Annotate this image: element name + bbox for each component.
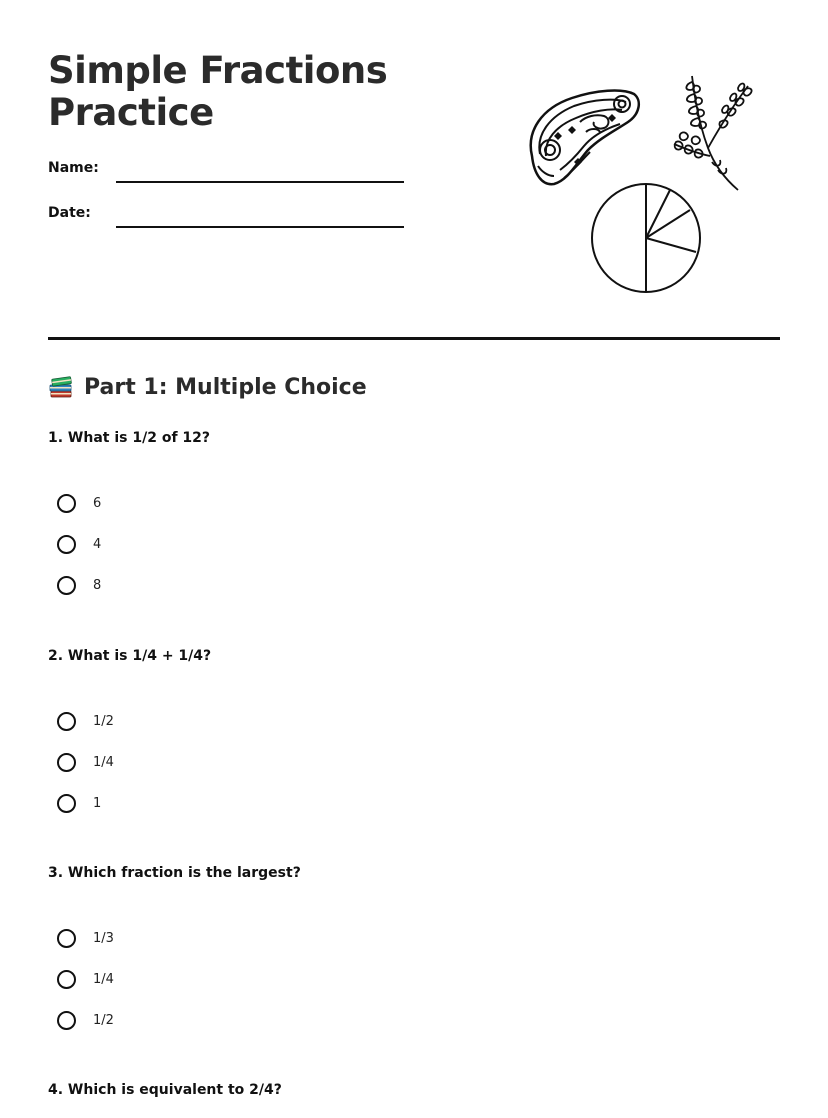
option-label: 1 [93,795,102,811]
radio-button[interactable] [57,535,76,554]
title-line-1: Simple Fractions [48,49,388,92]
radio-button[interactable] [57,970,76,989]
question-4: 4. Which is equivalent to 2/4? [48,1082,282,1098]
radio-button[interactable] [57,794,76,813]
part-1-heading [48,374,367,400]
page-title [48,50,468,134]
books-icon [48,374,74,400]
q3-option-b[interactable] [57,966,114,992]
q1-option-a[interactable] [57,490,101,516]
option-label: 1/4 [93,971,114,987]
radio-button[interactable] [57,1011,76,1030]
question-2: 2. What is 1/4 + 1/4? [48,648,212,664]
title-line-2: Practice [48,91,214,134]
date-label: Date: [48,205,91,221]
header-divider [48,337,780,340]
question-3: 3. Which fraction is the largest? [48,865,301,881]
part-1-heading-text: Part 1: Multiple Choice [84,374,367,400]
q3-option-a[interactable] [57,925,114,951]
koru-carving-icon [524,86,644,190]
q1-option-c[interactable] [57,572,101,598]
pie-fraction-icon [590,180,702,296]
q2-option-c[interactable] [57,790,101,816]
option-label: 8 [93,577,102,593]
option-label: 6 [93,495,102,511]
date-field[interactable] [116,226,404,228]
radio-button[interactable] [57,712,76,731]
option-label: 1/3 [93,930,114,946]
radio-button[interactable] [57,576,76,595]
fern-leaf-icon [664,70,756,194]
q3-option-c[interactable] [57,1007,114,1033]
option-label: 4 [93,536,102,552]
radio-button[interactable] [57,929,76,948]
radio-button[interactable] [57,494,76,513]
q2-option-a[interactable] [57,708,114,734]
option-label: 1/2 [93,713,114,729]
radio-button[interactable] [57,753,76,772]
question-1: 1. What is 1/2 of 12? [48,430,211,446]
name-label: Name: [48,160,99,176]
q1-option-b[interactable] [57,531,101,557]
option-label: 1/4 [93,754,114,770]
q2-option-b[interactable] [57,749,114,775]
name-field[interactable] [116,181,404,183]
option-label: 1/2 [93,1012,114,1028]
